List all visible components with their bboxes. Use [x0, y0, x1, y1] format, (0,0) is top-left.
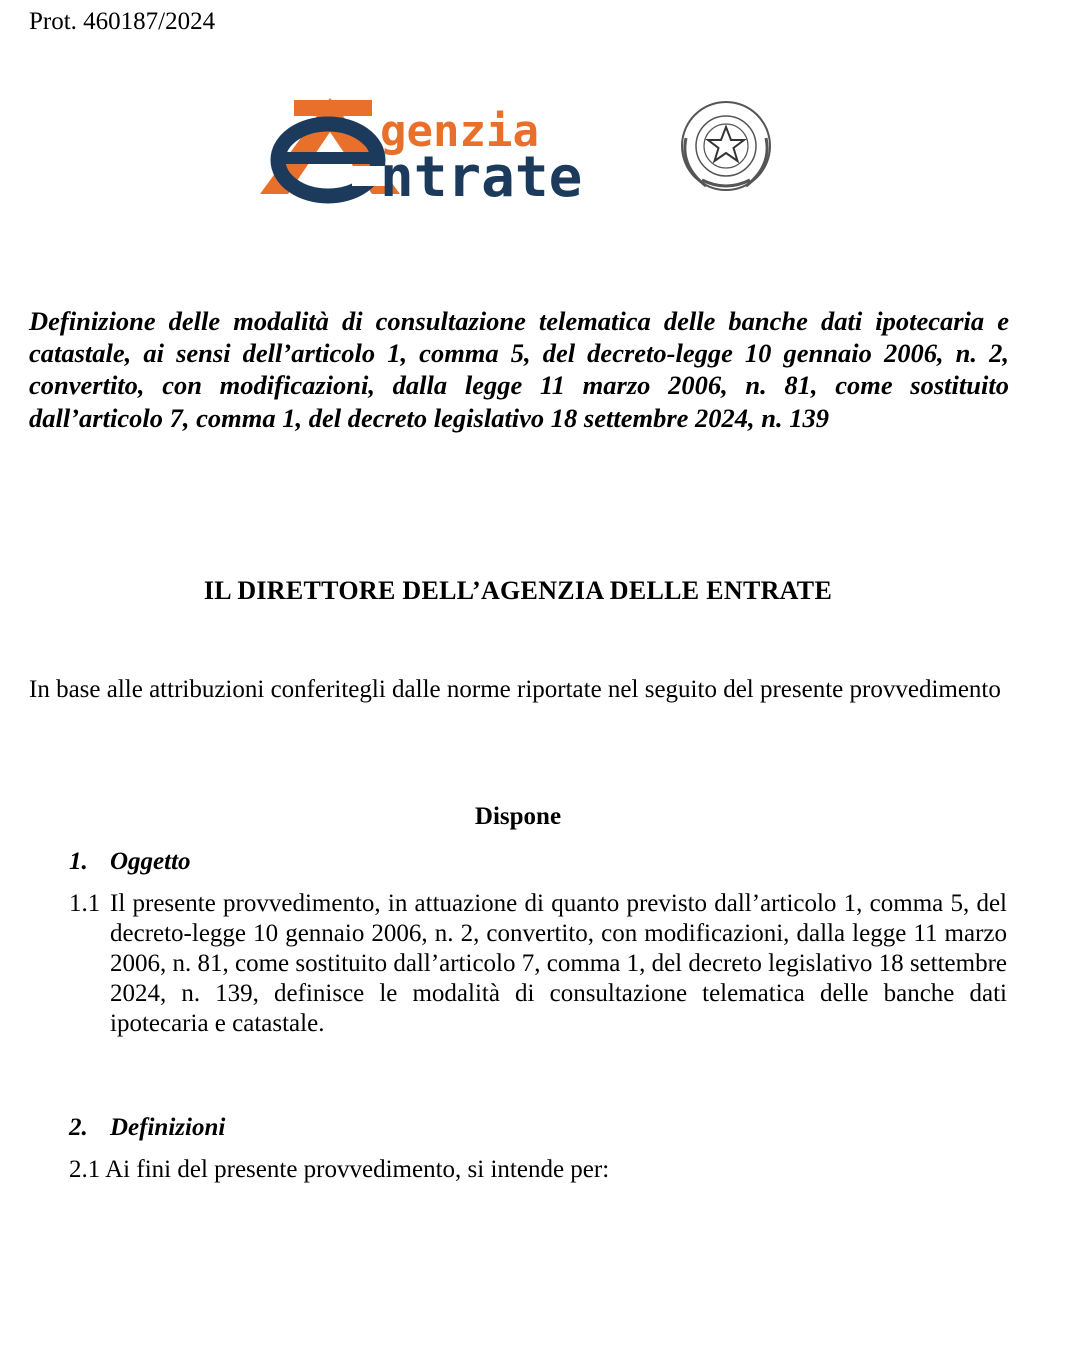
agenzia-entrate-logo — [252, 94, 784, 204]
seal-star-icon — [708, 127, 744, 161]
section-title: Oggetto — [110, 848, 191, 875]
logo-e-bar — [282, 152, 378, 164]
section-number: 2. — [69, 1114, 88, 1141]
paragraph-number: 1.1 — [69, 890, 101, 917]
paragraph-text: Ai fini del presente provvedimento, si intende per: — [105, 1156, 610, 1183]
logo-text-genzia: genzia — [380, 106, 539, 157]
protocol-number: Prot. 460187/2024 — [29, 8, 216, 35]
section-title: Definizioni — [110, 1114, 226, 1141]
director-heading: IL DIRETTORE DELL’AGENZIA DELLE ENTRATE — [203, 576, 833, 605]
logo-top-bar — [294, 100, 372, 116]
intro-paragraph: In base alle attribuzioni conferitegli dalle norme riportate nel seguito del presente provvedimento — [29, 676, 1001, 703]
section-heading-oggetto — [69, 848, 191, 876]
section-number: 1. — [69, 848, 88, 875]
dispone-heading: Dispone — [474, 803, 562, 830]
paragraph-number: 2.1 — [69, 1156, 101, 1183]
logo-text-ntrate: ntrate — [380, 145, 583, 204]
paragraph-text: Il presente provvedimento, in attuazione di quanto previsto dall’articolo 1, comma 5, del decreto-legge 10 gennaio 2006, n. 2, convertito, con modificazioni, dalla legge 11 marzo 2006, n. 81, come sostituito dall’articolo 7, comma 1, del decreto legislativo 18 settembre 2024, n. 139, definisce le modalità di consultazione telematica delle banche dati ipotecaria e catastale. — [110, 890, 1008, 1037]
section-heading-definizioni — [69, 1114, 225, 1142]
italian-republic-seal — [682, 102, 770, 190]
paragraph-2-1 — [69, 1155, 609, 1185]
document-title: Definizione delle modalità di consultazione telematica delle banche dati ipotecaria e catastale, ai sensi dell’articolo 1, comma 5, del decreto-legge 10 gennaio 2006, n. 2, convertito, con modificazioni, dalla legge 11 marzo 2006, n. 81, come sostituito dall’articolo 7, comma 1, del decreto legislativo 18 settembre 2024, n. 139 — [29, 306, 1009, 433]
